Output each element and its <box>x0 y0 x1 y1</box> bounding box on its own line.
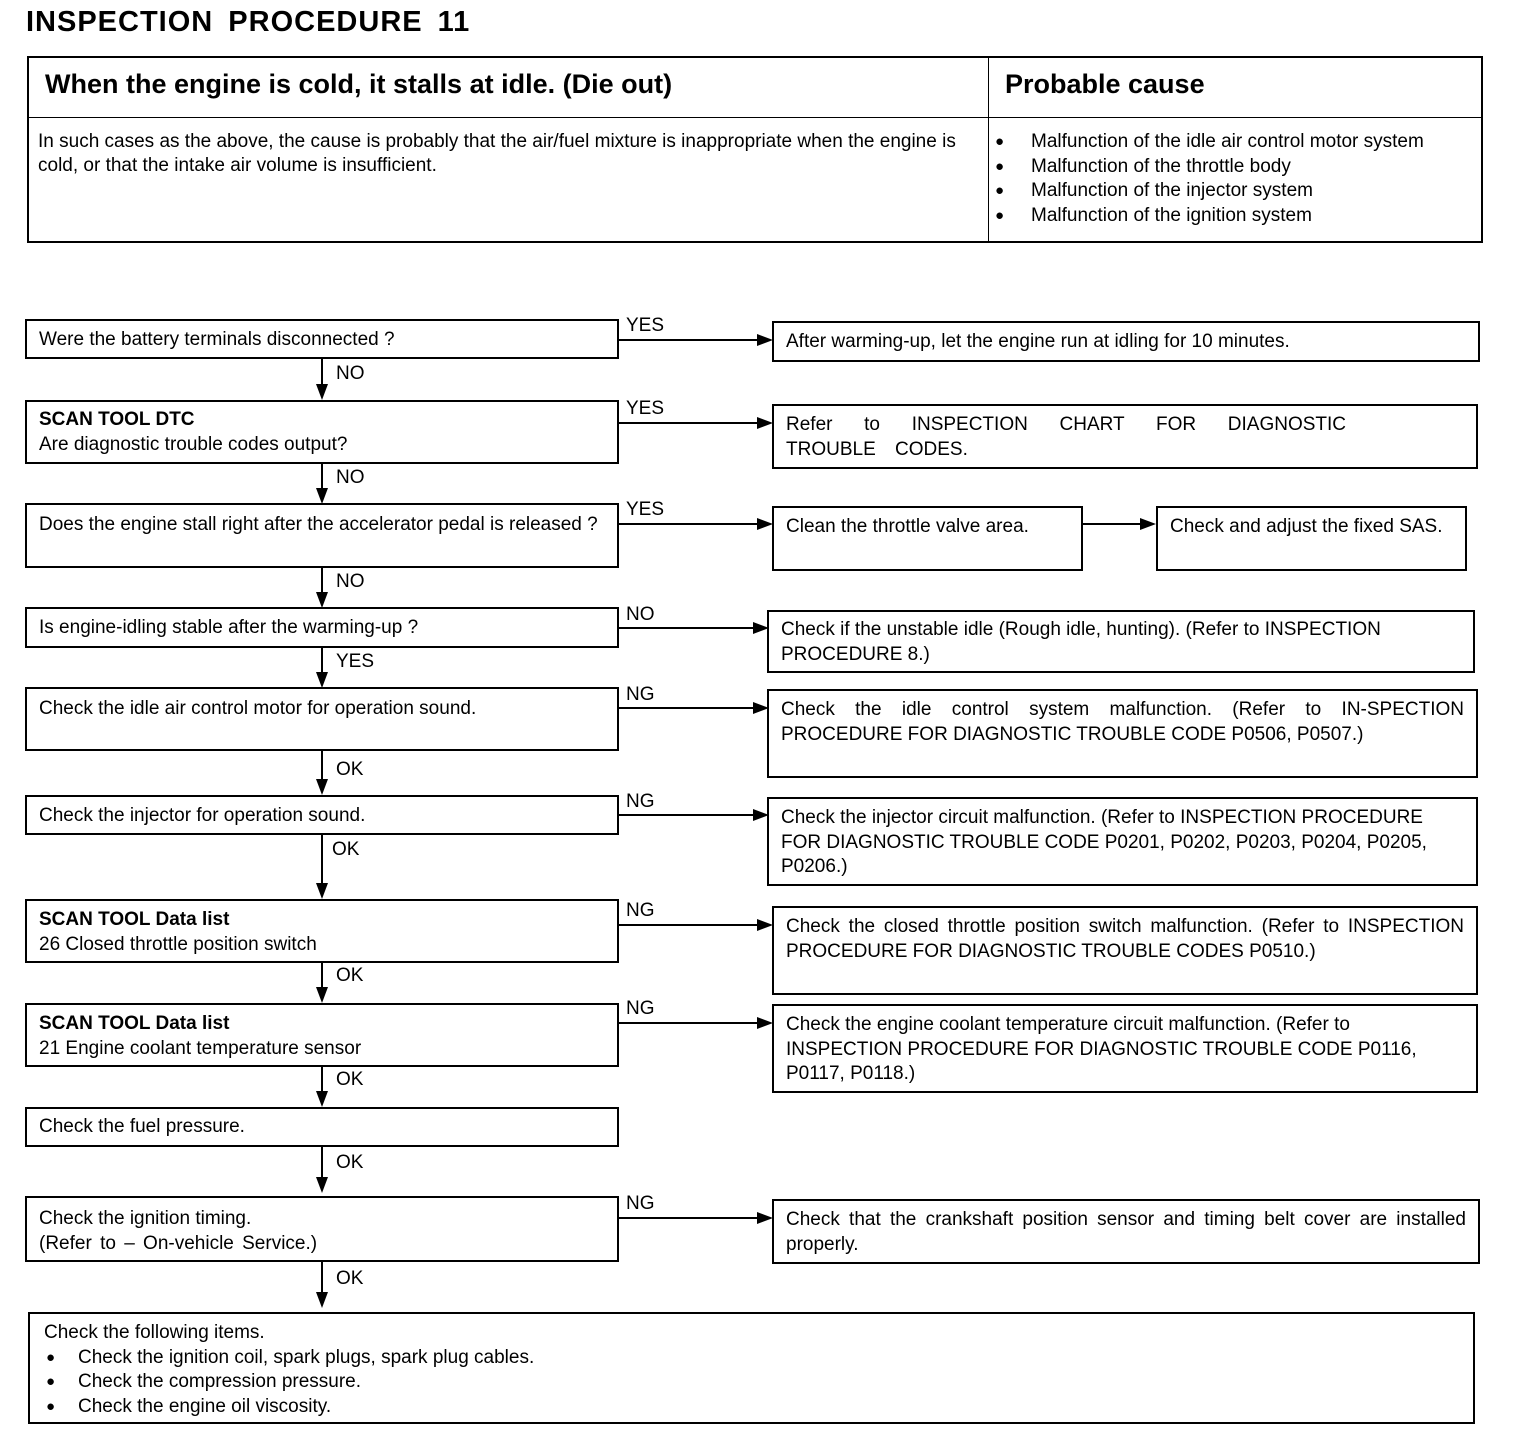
page-title: INSPECTION PROCEDURE 11 <box>26 6 471 38</box>
ok-label: OK <box>336 965 364 986</box>
step-fuel-pressure <box>25 1107 619 1147</box>
symptom-column <box>29 58 989 241</box>
no-label: NO <box>336 467 365 488</box>
yes-label: YES <box>626 499 665 520</box>
connector-line <box>321 1067 323 1094</box>
step-bold-heading: SCAN TOOL Data list <box>39 1013 230 1034</box>
connector-line <box>1083 523 1141 525</box>
result-text: Clean the throttle valve area. <box>786 516 1029 537</box>
step-bold-heading: SCAN TOOL DTC <box>39 409 195 430</box>
final-check-item: ● Check the compression pressure. <box>44 1370 1461 1395</box>
step-text: Check the fuel pressure. <box>39 1116 245 1137</box>
result-text: Check the idle control system malfunction. (Refer to IN-SPECTION PROCEDURE FOR DIAGNOSTIC TROUBLE CODE P0506, P0507.) <box>781 699 1464 745</box>
cause-item: ● Malfunction of the throttle body <box>995 155 1481 180</box>
result-text: Refer to INSPECTION CHART FOR DIAGNOSTIC TROUBLE CODES. <box>786 414 1346 460</box>
cause-item: ● Malfunction of the ignition system <box>995 204 1481 229</box>
final-check-item: ● Check the ignition coil, spark plugs, spark plug cables. <box>44 1346 1461 1371</box>
connector-line <box>321 1262 323 1295</box>
probable-cause-list <box>989 118 1481 228</box>
connector-line <box>619 707 755 709</box>
arrow-right-icon <box>757 919 773 931</box>
arrow-down-icon <box>316 672 328 688</box>
ok-label: OK <box>336 1152 364 1173</box>
connector-line <box>321 464 323 491</box>
result-crankshaft-sensor-install <box>772 1199 1480 1264</box>
no-label: NO <box>336 363 365 384</box>
arrow-right-icon <box>757 417 773 429</box>
arrow-right-icon <box>757 1212 773 1224</box>
step-scan-tool-dtc <box>25 400 619 464</box>
result-text: After warming-up, let the engine run at idling for 10 minutes. <box>786 331 1290 352</box>
step-text: Check the injector for operation sound. <box>39 805 366 826</box>
connector-line <box>321 751 323 782</box>
arrow-right-icon <box>757 1017 773 1029</box>
result-warm-up-idle <box>772 321 1480 362</box>
probable-cause-column <box>989 58 1481 241</box>
connector-line <box>321 359 323 387</box>
connector-line <box>619 1022 759 1024</box>
symptom-heading: When the engine is cold, it stalls at idle. (Die out) <box>29 58 988 118</box>
symptom-description: In such cases as the above, the cause is probably that the air/fuel mixture is inappropriate when the engine is cold, or that the intake air volume is insufficient. <box>38 131 956 176</box>
ok-label: OK <box>336 759 364 780</box>
connector-line <box>619 339 759 341</box>
step-text: Is engine-idling stable after the warming-up ? <box>39 617 419 638</box>
ok-label: OK <box>336 1268 364 1289</box>
cause-item: ● Malfunction of the idle air control motor system <box>995 130 1481 155</box>
symptom-table <box>27 56 1483 243</box>
step-text: Does the engine stall right after the accelerator pedal is released ? <box>39 514 598 535</box>
step-injector-sound <box>25 795 619 835</box>
yes-label: YES <box>626 398 665 419</box>
connector-line <box>619 523 759 525</box>
step-bold-heading: SCAN TOOL Data list <box>39 909 230 930</box>
ng-label: NG <box>626 900 655 921</box>
yes-label: YES <box>626 315 665 336</box>
step-battery-disconnected <box>25 319 619 359</box>
arrow-down-icon <box>316 488 328 504</box>
connector-line <box>321 568 323 595</box>
final-heading: Check the following items. <box>44 1322 265 1343</box>
arrow-down-icon <box>316 883 328 899</box>
step-text: 26 Closed throttle position switch <box>39 933 317 955</box>
ng-label: NG <box>626 791 655 812</box>
result-clean-throttle-valve <box>772 506 1083 571</box>
result-coolant-temp-circuit-malfunction <box>772 1004 1478 1093</box>
result-text: Check the engine coolant temperature circuit malfunction. (Refer to INSPECTION PROCEDURE FOR DIAGNOSTIC TROUBLE CODE P0116, P0117, P0118.) <box>786 1014 1417 1084</box>
connector-line <box>321 835 323 886</box>
connector-line <box>619 422 759 424</box>
step-text: Check the ignition timing. <box>39 1208 252 1229</box>
step-idle-air-control-motor-sound <box>25 687 619 751</box>
arrow-right-icon <box>757 334 773 346</box>
step-text: Are diagnostic trouble codes output? <box>39 433 348 455</box>
arrow-down-icon <box>316 1292 328 1308</box>
ng-label: NG <box>626 1193 655 1214</box>
ng-label: NG <box>626 684 655 705</box>
result-closed-throttle-switch-malfunction <box>772 906 1478 995</box>
arrow-down-icon <box>316 592 328 608</box>
connector-line <box>321 648 323 675</box>
ok-label: OK <box>332 839 360 860</box>
step-text: Were the battery terminals disconnected ? <box>39 329 395 350</box>
connector-line <box>619 924 759 926</box>
arrow-down-icon <box>316 384 328 400</box>
step-text-reference: (Refer to – On-vehicle Service.) <box>39 1232 318 1254</box>
result-check-unstable-idle <box>767 610 1475 673</box>
result-text: Check if the unstable idle (Rough idle, hunting). (Refer to INSPECTION PROCEDURE 8.) <box>781 619 1381 665</box>
step-stall-after-pedal-release <box>25 503 619 568</box>
no-label: NO <box>336 571 365 592</box>
result-text: Check that the crankshaft position sensor and timing belt cover are installed properly. <box>786 1209 1466 1255</box>
connector-line <box>619 627 755 629</box>
result-text: Check and adjust the fixed SAS. <box>1170 516 1443 537</box>
cause-item: ● Malfunction of the injector system <box>995 179 1481 204</box>
connector-line <box>619 1217 759 1219</box>
final-check-item: ● Check the engine oil viscosity. <box>44 1395 1461 1420</box>
arrow-right-icon <box>757 518 773 530</box>
step-scan-tool-closed-throttle-switch <box>25 899 619 963</box>
arrow-down-icon <box>316 1177 328 1193</box>
ok-label: OK <box>336 1069 364 1090</box>
connector-line <box>321 1147 323 1180</box>
final-check-list <box>44 1346 1461 1420</box>
result-text: Check the closed throttle position switch malfunction. (Refer to INSPECTION PROCEDURE FOR DIAGNOSTIC TROUBLE CODES P0510.) <box>786 916 1464 962</box>
no-label: NO <box>626 604 655 625</box>
arrow-right-icon <box>1140 518 1156 530</box>
step-text: 21 Engine coolant temperature sensor <box>39 1037 362 1059</box>
final-check-items <box>28 1312 1475 1424</box>
ng-label: NG <box>626 998 655 1019</box>
step-text: Check the idle air control motor for operation sound. <box>39 698 477 719</box>
step-ignition-timing <box>25 1196 619 1262</box>
probable-cause-heading: Probable cause <box>989 58 1481 118</box>
arrow-down-icon <box>316 987 328 1003</box>
result-adjust-fixed-sas <box>1156 506 1467 571</box>
connector-line <box>321 963 323 990</box>
result-injector-circuit-malfunction <box>767 797 1478 886</box>
result-idle-control-malfunction <box>767 689 1478 778</box>
arrow-down-icon <box>316 1091 328 1107</box>
step-idling-stable <box>25 607 619 648</box>
step-scan-tool-coolant-temp-sensor <box>25 1003 619 1067</box>
result-text: Check the injector circuit malfunction. (Refer to INSPECTION PROCEDURE FOR DIAGNOSTIC TROUBLE CODE P0201, P0202, P0203, P0204, P0205, P0206.) <box>781 807 1427 877</box>
connector-line <box>619 814 755 816</box>
yes-label: YES <box>336 651 375 672</box>
result-refer-dtc-chart <box>772 404 1478 469</box>
arrow-down-icon <box>316 779 328 795</box>
